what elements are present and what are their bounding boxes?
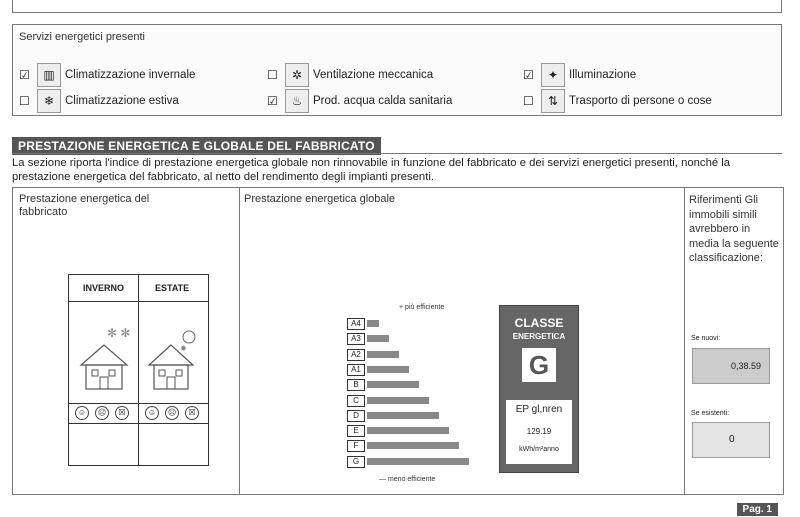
reference-text: Riferimenti Gli immobili simili avrebbero in media la seguente classificazione: [689, 194, 779, 264]
minus-icon: — [379, 476, 386, 483]
energy-class-label: A2 [347, 349, 365, 361]
energy-class-bar [367, 397, 429, 404]
service-checkbox[interactable]: ☐ [523, 94, 534, 108]
ep-label: EP gl,nren [515, 404, 563, 415]
new-buildings-value: 0,38.59 [730, 361, 761, 371]
lightbulb-icon: ✦ [541, 63, 565, 87]
energy-class-row [347, 333, 497, 344]
service-checkbox[interactable]: ☑ [267, 94, 278, 108]
ep-value: 129.19 [526, 427, 552, 436]
energy-class-row [347, 425, 497, 436]
winter-label: INVERNO [83, 283, 125, 293]
faucet-icon: ♨ [285, 89, 309, 113]
reference-column [684, 188, 783, 494]
smiley-divider [69, 403, 208, 404]
energy-class-row [347, 440, 497, 451]
energy-class-label: B [347, 379, 365, 391]
column-divider [138, 275, 139, 465]
service-label: Trasporto di persone o cose [569, 95, 712, 107]
existing-buildings-box [692, 422, 770, 458]
smiley-happy-icon: ☺ [75, 406, 89, 420]
service-label: Illuminazione [569, 69, 637, 81]
summer-house-icon [147, 325, 203, 391]
ep-box [506, 400, 572, 464]
service-checkbox[interactable]: ☐ [19, 94, 30, 108]
energy-class-label: D [347, 410, 365, 422]
energy-class-bar [367, 366, 409, 373]
service-label: Climatizzazione invernale [65, 69, 196, 81]
service-checkbox[interactable]: ☐ [267, 68, 278, 82]
existing-buildings-label: Se esistenti: [691, 410, 730, 417]
smiley-sad-icon: ☒ [185, 406, 199, 420]
energy-class-row [347, 379, 497, 390]
energy-class-bar [367, 458, 469, 465]
energy-class-bar [367, 335, 389, 342]
plus-icon: + [399, 304, 404, 311]
energy-class-label: C [347, 395, 365, 407]
global-performance-column [239, 188, 685, 494]
smiley-happy-icon: ☺ [145, 406, 159, 420]
energy-class-label: E [347, 425, 365, 437]
energy-class-label: A3 [347, 333, 365, 345]
service-item[interactable] [523, 63, 636, 87]
service-item[interactable] [19, 63, 195, 87]
service-item[interactable] [267, 89, 452, 113]
winter-summer-chart [68, 274, 209, 466]
energy-class-label: A1 [347, 364, 365, 376]
energy-class-bar [367, 442, 459, 449]
section-description: La sezione riporta l'indice di prestazione energetica globale non rinnovabile in funzione del fabbricato e dei servizi energetici presenti, nonché la prestazione energetica del fabbricato, al netto del rendimento degli impianti presenti. [12, 157, 731, 183]
building-performance-column [13, 188, 240, 494]
performance-table [12, 187, 784, 495]
service-label: Ventilazione meccanica [313, 69, 434, 81]
energy-class-bar [367, 412, 439, 419]
energy-class-row [347, 349, 497, 360]
service-label: Climatizzazione estiva [65, 95, 179, 107]
smiley-neutral-icon: ☹ [95, 406, 109, 420]
ac-icon: ❄ [37, 89, 61, 113]
energy-class-row [347, 456, 497, 467]
existing-buildings-value: 0 [729, 434, 735, 445]
service-item[interactable] [267, 63, 433, 87]
svg-text:✹: ✹ [180, 344, 187, 353]
energy-class-bar [367, 320, 379, 327]
energy-services-panel [12, 24, 782, 116]
service-label: Prod. acqua calda sanitaria [313, 95, 453, 107]
class-title: CLASSE [514, 316, 564, 330]
smiley-divider-bottom [69, 423, 208, 424]
energy-services-title: Servizi energetici presenti [19, 31, 145, 43]
energy-class-label: G [347, 456, 365, 468]
previous-section-box [12, 0, 782, 13]
page-number: Pag. 1 [737, 503, 778, 516]
svg-text:✻ ✻: ✻ ✻ [107, 326, 131, 340]
energy-class-label: A4 [347, 318, 365, 330]
energy-class-row [347, 318, 497, 329]
building-performance-title: Prestazione energetica del fabbricato [19, 193, 150, 218]
energy-class-scale [347, 318, 497, 472]
energy-class-label: F [347, 440, 365, 452]
energy-class-row [347, 364, 497, 375]
heater-icon: ▥ [37, 63, 61, 87]
section-heading: PRESTAZIONE ENERGETICA E GLOBALE DEL FABBRICATO [12, 137, 381, 155]
global-performance-title: Prestazione energetica globale [244, 193, 396, 205]
new-buildings-box [692, 348, 770, 384]
ep-unit: kWh/m²anno [519, 446, 559, 453]
more-efficient-label: + più efficiente [399, 304, 445, 311]
smiley-neutral-icon: ☹ [165, 406, 179, 420]
energy-class-badge [499, 305, 579, 473]
energy-class-row [347, 395, 497, 406]
service-item[interactable] [523, 89, 712, 113]
energy-class-bar [367, 381, 419, 388]
service-checkbox[interactable]: ☑ [19, 68, 30, 82]
new-buildings-label: Se nuovi: [691, 335, 721, 342]
service-checkbox[interactable]: ☑ [523, 68, 534, 82]
energy-class-row [347, 410, 497, 421]
class-subtitle: ENERGETICA [512, 332, 566, 341]
section-divider [12, 153, 782, 154]
energy-class-bar [367, 351, 399, 358]
less-efficient-label: — meno efficiente [379, 476, 436, 483]
smiley-sad-icon: ☒ [115, 406, 129, 420]
energy-class-bar [367, 427, 449, 434]
energy-class-value: G [522, 348, 556, 382]
winter-house-icon [77, 325, 131, 391]
elevator-icon: ⇅ [541, 89, 565, 113]
service-item[interactable] [19, 89, 179, 113]
fan-icon: ✲ [285, 63, 309, 87]
summer-label: ESTATE [155, 283, 190, 293]
